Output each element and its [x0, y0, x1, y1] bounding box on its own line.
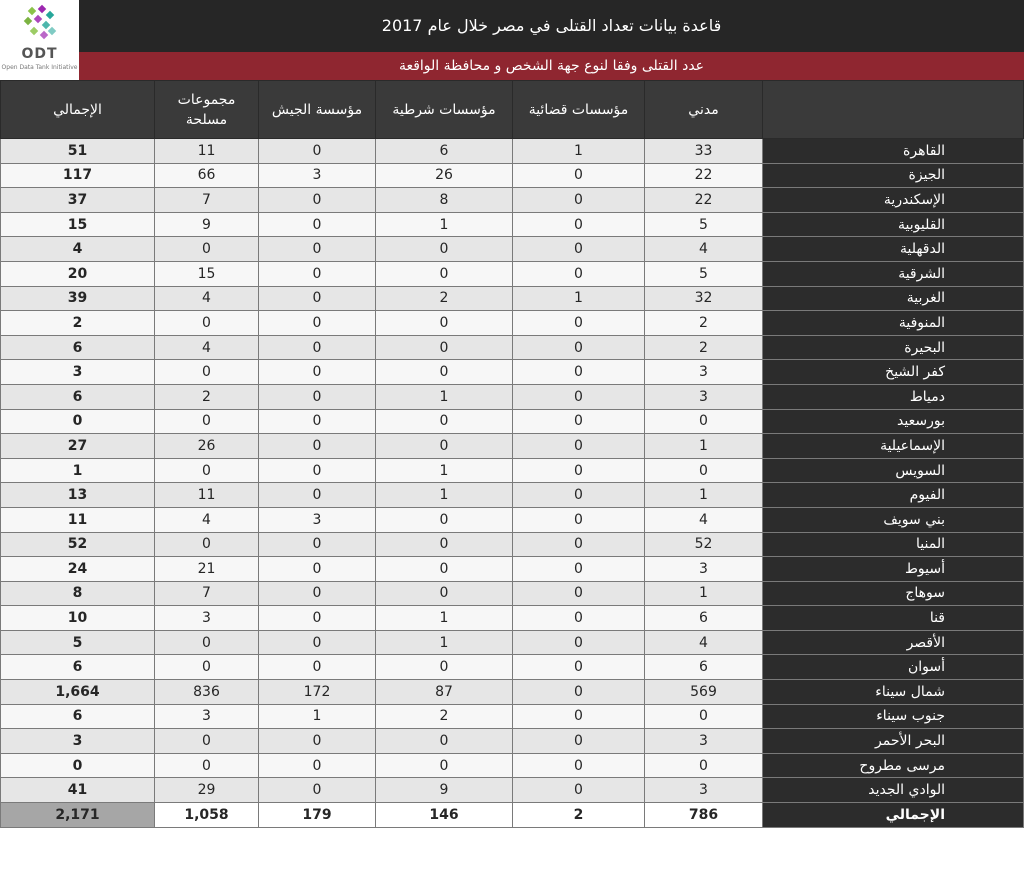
civilian-cell: 3 — [645, 778, 763, 803]
page-title: قاعدة بيانات تعداد القتلى في مصر خلال عام 2017 — [79, 0, 1024, 52]
total-cell: 5 — [1, 630, 155, 655]
armed-groups-cell: 0 — [155, 311, 259, 336]
governorate-cell: سوهاج — [763, 581, 1024, 606]
judicial-cell: 0 — [513, 237, 645, 262]
table-row — [1, 680, 1024, 705]
armed-groups-cell: 11 — [155, 483, 259, 508]
governorate-cell: كفر الشيخ — [763, 360, 1024, 385]
governorate-cell: بورسعيد — [763, 409, 1024, 434]
civilian-cell: 5 — [645, 261, 763, 286]
civilian-cell: 0 — [645, 458, 763, 483]
army-cell: 0 — [259, 581, 376, 606]
governorate-cell: مرسى مطروح — [763, 753, 1024, 778]
table-row — [1, 483, 1024, 508]
civilian-cell: 2 — [645, 335, 763, 360]
governorate-cell: المنوفية — [763, 311, 1024, 336]
police-cell: 0 — [376, 729, 513, 754]
police-cell: 2 — [376, 704, 513, 729]
total-cell: 0 — [1, 409, 155, 434]
judicial-cell: 0 — [513, 458, 645, 483]
civilian-cell: 6 — [645, 606, 763, 631]
armed-groups-cell: 836 — [155, 680, 259, 705]
police-cell: 8 — [376, 188, 513, 213]
table-row — [1, 606, 1024, 631]
police-cell: 6 — [376, 139, 513, 164]
governorate-cell: الإسماعيلية — [763, 434, 1024, 459]
total-cell: 8 — [1, 581, 155, 606]
col-header-civilian: مدني — [645, 81, 763, 139]
civilian-cell: 33 — [645, 139, 763, 164]
police-cell: 0 — [376, 335, 513, 360]
police-cell: 0 — [376, 532, 513, 557]
judicial-cell: 0 — [513, 311, 645, 336]
governorate-cell: المنيا — [763, 532, 1024, 557]
total-cell: 2 — [1, 311, 155, 336]
army-cell: 0 — [259, 606, 376, 631]
table-row — [1, 384, 1024, 409]
totals-label: الإجمالي — [763, 803, 1024, 828]
table-row — [1, 434, 1024, 459]
police-cell: 1 — [376, 606, 513, 631]
army-cell: 0 — [259, 409, 376, 434]
army-cell: 0 — [259, 778, 376, 803]
armed-groups-cell: 3 — [155, 606, 259, 631]
table-row — [1, 335, 1024, 360]
total-army-cell: 179 — [259, 803, 376, 828]
police-cell: 0 — [376, 655, 513, 680]
judicial-cell: 1 — [513, 286, 645, 311]
table-row — [1, 163, 1024, 188]
table-row — [1, 778, 1024, 803]
col-header-judicial: مؤسسات قضائية — [513, 81, 645, 139]
total-cell: 3 — [1, 729, 155, 754]
col-header-total: الإجمالي — [1, 81, 155, 139]
police-cell: 0 — [376, 237, 513, 262]
civilian-cell: 569 — [645, 680, 763, 705]
table-row — [1, 581, 1024, 606]
judicial-cell: 0 — [513, 434, 645, 459]
police-cell: 0 — [376, 409, 513, 434]
civilian-cell: 22 — [645, 163, 763, 188]
armed-groups-cell: 4 — [155, 286, 259, 311]
police-cell: 1 — [376, 384, 513, 409]
table-row — [1, 557, 1024, 582]
judicial-cell: 0 — [513, 507, 645, 532]
total-cell: 24 — [1, 557, 155, 582]
armed-groups-cell: 0 — [155, 360, 259, 385]
army-cell: 0 — [259, 384, 376, 409]
armed-groups-cell: 15 — [155, 261, 259, 286]
table-row — [1, 458, 1024, 483]
table-row — [1, 729, 1024, 754]
armed-groups-cell: 0 — [155, 532, 259, 557]
table-row — [1, 360, 1024, 385]
total-cell: 51 — [1, 139, 155, 164]
civilian-cell: 3 — [645, 384, 763, 409]
governorate-cell: السويس — [763, 458, 1024, 483]
total-cell: 41 — [1, 778, 155, 803]
civilian-cell: 2 — [645, 311, 763, 336]
police-cell: 2 — [376, 286, 513, 311]
armed-groups-cell: 26 — [155, 434, 259, 459]
armed-groups-cell: 7 — [155, 581, 259, 606]
armed-groups-cell: 21 — [155, 557, 259, 582]
governorate-cell: الشرقية — [763, 261, 1024, 286]
col-header-armed-groups: مجموعات مسلحة — [155, 81, 259, 139]
army-cell: 3 — [259, 507, 376, 532]
civilian-cell: 4 — [645, 507, 763, 532]
armed-groups-cell: 0 — [155, 458, 259, 483]
page-subtitle: عدد القتلى وفقا لنوع جهة الشخص و محافظة الواقعة — [79, 52, 1024, 80]
total-cell: 3 — [1, 360, 155, 385]
police-cell: 0 — [376, 261, 513, 286]
table-row — [1, 704, 1024, 729]
judicial-cell: 0 — [513, 188, 645, 213]
police-cell: 0 — [376, 753, 513, 778]
table-row — [1, 532, 1024, 557]
judicial-cell: 0 — [513, 212, 645, 237]
governorate-cell: الوادي الجديد — [763, 778, 1024, 803]
total-cell: 0 — [1, 753, 155, 778]
table-body — [1, 139, 1024, 803]
army-cell: 0 — [259, 483, 376, 508]
civilian-cell: 3 — [645, 557, 763, 582]
armed-groups-cell: 11 — [155, 139, 259, 164]
totals-row — [1, 803, 1024, 828]
judicial-cell: 0 — [513, 335, 645, 360]
judicial-cell: 0 — [513, 384, 645, 409]
civilian-cell: 1 — [645, 581, 763, 606]
armed-groups-cell: 29 — [155, 778, 259, 803]
total-cell: 37 — [1, 188, 155, 213]
judicial-cell: 0 — [513, 581, 645, 606]
governorate-cell: البحر الأحمر — [763, 729, 1024, 754]
governorate-cell: الإسكندرية — [763, 188, 1024, 213]
police-cell: 0 — [376, 434, 513, 459]
judicial-cell: 0 — [513, 360, 645, 385]
civilian-cell: 3 — [645, 360, 763, 385]
governorate-cell: قنا — [763, 606, 1024, 631]
judicial-cell: 0 — [513, 483, 645, 508]
army-cell: 0 — [259, 630, 376, 655]
army-cell: 0 — [259, 139, 376, 164]
army-cell: 172 — [259, 680, 376, 705]
army-cell: 0 — [259, 311, 376, 336]
governorate-cell: الغربية — [763, 286, 1024, 311]
header-row — [1, 81, 1024, 139]
table-row — [1, 409, 1024, 434]
police-cell: 0 — [376, 360, 513, 385]
col-header-police: مؤسسات شرطية — [376, 81, 513, 139]
army-cell: 3 — [259, 163, 376, 188]
army-cell: 0 — [259, 212, 376, 237]
governorate-cell: شمال سيناء — [763, 680, 1024, 705]
army-cell: 0 — [259, 753, 376, 778]
governorate-cell: أسيوط — [763, 557, 1024, 582]
total-cell: 39 — [1, 286, 155, 311]
armed-groups-cell: 7 — [155, 188, 259, 213]
army-cell: 0 — [259, 532, 376, 557]
logo-mosaic-icon — [25, 6, 55, 46]
army-cell: 0 — [259, 360, 376, 385]
civilian-cell: 1 — [645, 434, 763, 459]
table-row — [1, 188, 1024, 213]
grand-total-cell: 2,171 — [1, 803, 155, 828]
governorate-cell: الجيزة — [763, 163, 1024, 188]
total-armed-cell: 1,058 — [155, 803, 259, 828]
table-row — [1, 212, 1024, 237]
table-row — [1, 237, 1024, 262]
table-row — [1, 753, 1024, 778]
total-cell: 1 — [1, 458, 155, 483]
armed-groups-cell: 4 — [155, 335, 259, 360]
judicial-cell: 0 — [513, 753, 645, 778]
armed-groups-cell: 0 — [155, 753, 259, 778]
police-cell: 0 — [376, 581, 513, 606]
judicial-cell: 0 — [513, 680, 645, 705]
army-cell: 0 — [259, 286, 376, 311]
total-cell: 6 — [1, 384, 155, 409]
armed-groups-cell: 4 — [155, 507, 259, 532]
table-row — [1, 630, 1024, 655]
table-row — [1, 286, 1024, 311]
total-civilian-cell: 786 — [645, 803, 763, 828]
armed-groups-cell: 0 — [155, 409, 259, 434]
odt-logo — [0, 0, 79, 80]
total-cell: 27 — [1, 434, 155, 459]
judicial-cell: 0 — [513, 655, 645, 680]
armed-groups-cell: 0 — [155, 729, 259, 754]
army-cell: 0 — [259, 188, 376, 213]
police-cell: 0 — [376, 507, 513, 532]
civilian-cell: 5 — [645, 212, 763, 237]
judicial-cell: 0 — [513, 163, 645, 188]
army-cell: 0 — [259, 237, 376, 262]
total-cell: 20 — [1, 261, 155, 286]
table-row — [1, 311, 1024, 336]
civilian-cell: 1 — [645, 483, 763, 508]
armed-groups-cell: 0 — [155, 237, 259, 262]
total-cell: 117 — [1, 163, 155, 188]
armed-groups-cell: 9 — [155, 212, 259, 237]
table-row — [1, 507, 1024, 532]
total-cell: 1,664 — [1, 680, 155, 705]
judicial-cell: 0 — [513, 532, 645, 557]
armed-groups-cell: 0 — [155, 655, 259, 680]
army-cell: 0 — [259, 557, 376, 582]
logo-tagline: Open Data Tank Initiative — [1, 64, 78, 71]
total-cell: 4 — [1, 237, 155, 262]
civilian-cell: 22 — [645, 188, 763, 213]
table-row — [1, 139, 1024, 164]
total-cell: 15 — [1, 212, 155, 237]
police-cell: 1 — [376, 483, 513, 508]
police-cell: 1 — [376, 630, 513, 655]
judicial-cell: 0 — [513, 409, 645, 434]
armed-groups-cell: 0 — [155, 630, 259, 655]
police-cell: 0 — [376, 557, 513, 582]
police-cell: 26 — [376, 163, 513, 188]
governorate-cell: القاهرة — [763, 139, 1024, 164]
governorate-cell: بني سويف — [763, 507, 1024, 532]
governorate-cell: الأقصر — [763, 630, 1024, 655]
governorate-cell: الدقهلية — [763, 237, 1024, 262]
total-cell: 13 — [1, 483, 155, 508]
armed-groups-cell: 2 — [155, 384, 259, 409]
police-cell: 1 — [376, 212, 513, 237]
judicial-cell: 0 — [513, 261, 645, 286]
total-cell: 6 — [1, 335, 155, 360]
police-cell: 87 — [376, 680, 513, 705]
judicial-cell: 1 — [513, 139, 645, 164]
judicial-cell: 0 — [513, 630, 645, 655]
table-row — [1, 655, 1024, 680]
civilian-cell: 32 — [645, 286, 763, 311]
deaths-table — [0, 80, 1024, 828]
governorate-cell: الفيوم — [763, 483, 1024, 508]
col-header-army: مؤسسة الجيش — [259, 81, 376, 139]
total-cell: 11 — [1, 507, 155, 532]
governorate-cell: القليوبية — [763, 212, 1024, 237]
total-judicial-cell: 2 — [513, 803, 645, 828]
army-cell: 0 — [259, 655, 376, 680]
governorate-cell: دمياط — [763, 384, 1024, 409]
judicial-cell: 0 — [513, 729, 645, 754]
armed-groups-cell: 3 — [155, 704, 259, 729]
civilian-cell: 0 — [645, 704, 763, 729]
governorate-cell: البحيرة — [763, 335, 1024, 360]
civilian-cell: 6 — [645, 655, 763, 680]
army-cell: 0 — [259, 729, 376, 754]
civilian-cell: 3 — [645, 729, 763, 754]
army-cell: 0 — [259, 261, 376, 286]
police-cell: 1 — [376, 458, 513, 483]
governorate-cell: أسوان — [763, 655, 1024, 680]
total-cell: 6 — [1, 704, 155, 729]
logo-text: ODT — [21, 46, 58, 62]
judicial-cell: 0 — [513, 704, 645, 729]
civilian-cell: 0 — [645, 409, 763, 434]
armed-groups-cell: 66 — [155, 163, 259, 188]
civilian-cell: 4 — [645, 237, 763, 262]
total-cell: 52 — [1, 532, 155, 557]
col-header-governorate — [763, 81, 1024, 139]
governorate-cell: جنوب سيناء — [763, 704, 1024, 729]
civilian-cell: 4 — [645, 630, 763, 655]
army-cell: 0 — [259, 458, 376, 483]
judicial-cell: 0 — [513, 606, 645, 631]
police-cell: 0 — [376, 311, 513, 336]
police-cell: 9 — [376, 778, 513, 803]
total-police-cell: 146 — [376, 803, 513, 828]
army-cell: 1 — [259, 704, 376, 729]
judicial-cell: 0 — [513, 557, 645, 582]
judicial-cell: 0 — [513, 778, 645, 803]
army-cell: 0 — [259, 335, 376, 360]
civilian-cell: 52 — [645, 532, 763, 557]
total-cell: 10 — [1, 606, 155, 631]
table-row — [1, 261, 1024, 286]
army-cell: 0 — [259, 434, 376, 459]
civilian-cell: 0 — [645, 753, 763, 778]
total-cell: 6 — [1, 655, 155, 680]
